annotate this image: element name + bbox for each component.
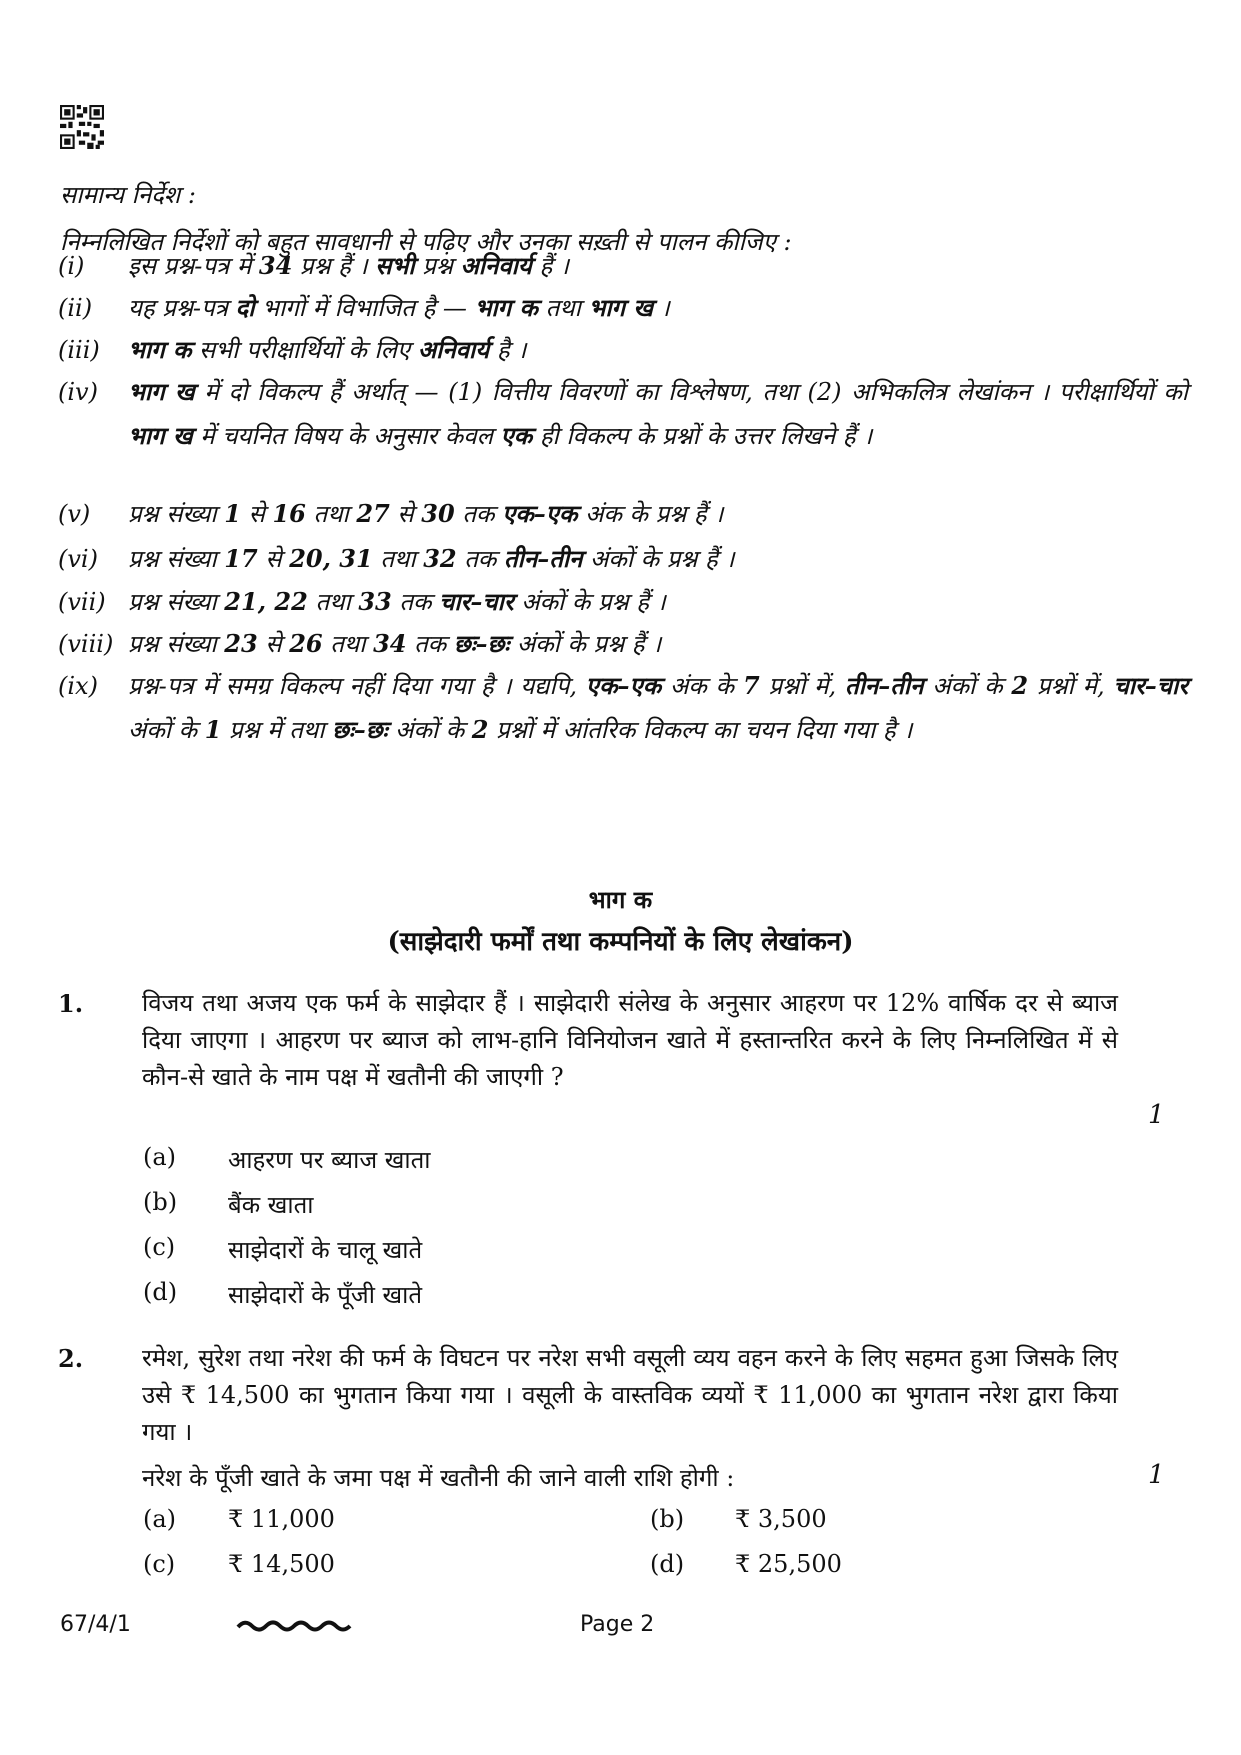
question-number: 1. [58, 989, 84, 1018]
general-instructions-intro: निम्नलिखित निर्देशों को बहुत सावधानी से पढ़िए और उनका सख़्ती से पालन कीजिए : [60, 228, 792, 256]
instruction-item [58, 286, 1188, 330]
section-subtitle: (साझेदारी फर्मों तथा कम्पनियों के लिए लेखांकन) [387, 927, 854, 957]
option-label: (a) [143, 1143, 177, 1171]
instruction-number: (iv) [58, 378, 98, 406]
question-marks: 1 [1148, 1100, 1165, 1130]
option-text: ₹ 11,000 [228, 1505, 335, 1533]
instruction-text: भाग ख में दो विकल्प हैं अर्थात् — (1) वित्तीय विवरणों का विश्लेषण, तथा (2) अभिकलित्र लेखांकन । परीक्षार्थियों को भाग ख में चयनित विषय के अनुसार केवल एक ही विकल्प के प्रश्नों के उत्तर लिखने हैं । [128, 377, 1188, 450]
instruction-item [58, 492, 1188, 536]
qr-code-icon [60, 105, 104, 149]
instruction-number: (iii) [58, 336, 100, 364]
question-2 [58, 1340, 1188, 1451]
instruction-number: (ix) [58, 672, 98, 700]
option-text: ₹ 3,500 [735, 1505, 827, 1533]
instruction-text: यह प्रश्न-पत्र दो भागों में विभाजित है — भाग क तथा भाग ख । [128, 293, 670, 322]
instruction-text: प्रश्न संख्या 21, 22 तथा 33 तक चार–चार अंकों के प्रश्न हैं । [128, 587, 666, 616]
option-label: (d) [143, 1278, 178, 1306]
instruction-item [58, 664, 1188, 752]
question-marks: 1 [1148, 1460, 1165, 1490]
general-instructions-title: सामान्य निर्देश : [60, 181, 196, 209]
option-text: साझेदारों के चालू खाते [228, 1236, 423, 1264]
option-label: (c) [143, 1550, 176, 1578]
instruction-item [58, 537, 1188, 581]
instruction-number: (viii) [58, 630, 114, 658]
instruction-item [58, 580, 1188, 624]
instruction-number: (vii) [58, 588, 106, 616]
instruction-item [58, 370, 1188, 458]
option-label: (b) [650, 1505, 685, 1533]
option-label: (b) [143, 1188, 178, 1216]
question-number: 2. [58, 1344, 84, 1373]
option-label: (d) [650, 1550, 685, 1578]
option-text: ₹ 25,500 [735, 1550, 842, 1578]
instruction-number: (v) [58, 500, 91, 528]
question-text: विजय तथा अजय एक फर्म के साझेदार हैं । साझेदारी संलेख के अनुसार आहरण पर 12% वार्षिक दर से ब्याज दिया जाएगा । आहरण पर ब्याज को लाभ-हानि विनियोजन खाते में हस्तान्तरित करने के लिए निम्नलिखित में से कौन-से खाते के नाम पक्ष में खतौनी की जाएगी ? [142, 989, 1118, 1091]
question-1 [58, 985, 1188, 1096]
option-label: (a) [143, 1505, 177, 1533]
instruction-text: भाग क सभी परीक्षार्थियों के लिए अनिवार्य है । [128, 335, 527, 364]
option-label: (c) [143, 1233, 176, 1261]
instruction-text: प्रश्न संख्या 17 से 20, 31 तथा 32 तक तीन–तीन अंकों के प्रश्न हैं । [128, 544, 735, 573]
page-number: Page 2 [580, 1612, 655, 1637]
option-text: आहरण पर ब्याज खाता [228, 1146, 431, 1174]
question-prompt: नरेश के पूँजी खाते के जमा पक्ष में खतौनी की जाने वाली राशि होगी : [142, 1464, 735, 1492]
instruction-number: (vi) [58, 545, 98, 573]
instruction-number: (i) [58, 252, 85, 280]
option-text: बैंक खाता [228, 1191, 314, 1219]
option-text: साझेदारों के पूँजी खाते [228, 1281, 423, 1309]
instruction-item [58, 622, 1188, 666]
instruction-number: (ii) [58, 294, 93, 322]
instruction-text: इस प्रश्न-पत्र में 34 प्रश्न हैं । सभी प्रश्न अनिवार्य हैं । [128, 251, 569, 280]
instruction-text: प्रश्न संख्या 23 से 26 तथा 34 तक छः–छः अंकों के प्रश्न हैं । [128, 629, 662, 658]
section-title: भाग क [588, 885, 653, 914]
instruction-item [58, 244, 1188, 288]
instruction-text: प्रश्न-पत्र में समग्र विकल्प नहीं दिया गया है । यद्यपि, एक–एक अंक के 7 प्रश्नों में, तीन–तीन अंकों के 2 प्रश्नों में, चार–चार अंकों के 1 प्रश्न में तथा छः–छः अंकों के 2 प्रश्नों में आंतरिक विकल्प का चयन दिया गया है । [128, 671, 1189, 744]
instruction-item [58, 328, 1188, 372]
paper-code: 67/4/1 [60, 1612, 131, 1637]
option-text: ₹ 14,500 [228, 1550, 335, 1578]
question-text: रमेश, सुरेश तथा नरेश की फर्म के विघटन पर नरेश सभी वसूली व्यय वहन करने के लिए सहमत हुआ जिसके लिए उसे ₹ 14,500 का भुगतान किया गया । वसूली के वास्तविक व्ययों ₹ 11,000 का भुगतान नरेश द्वारा किया गया । [142, 1344, 1118, 1446]
wave-ornament-icon [236, 1618, 352, 1634]
instruction-text: प्रश्न संख्या 1 से 16 तथा 27 से 30 तक एक–एक अंक के प्रश्न हैं । [128, 499, 724, 528]
